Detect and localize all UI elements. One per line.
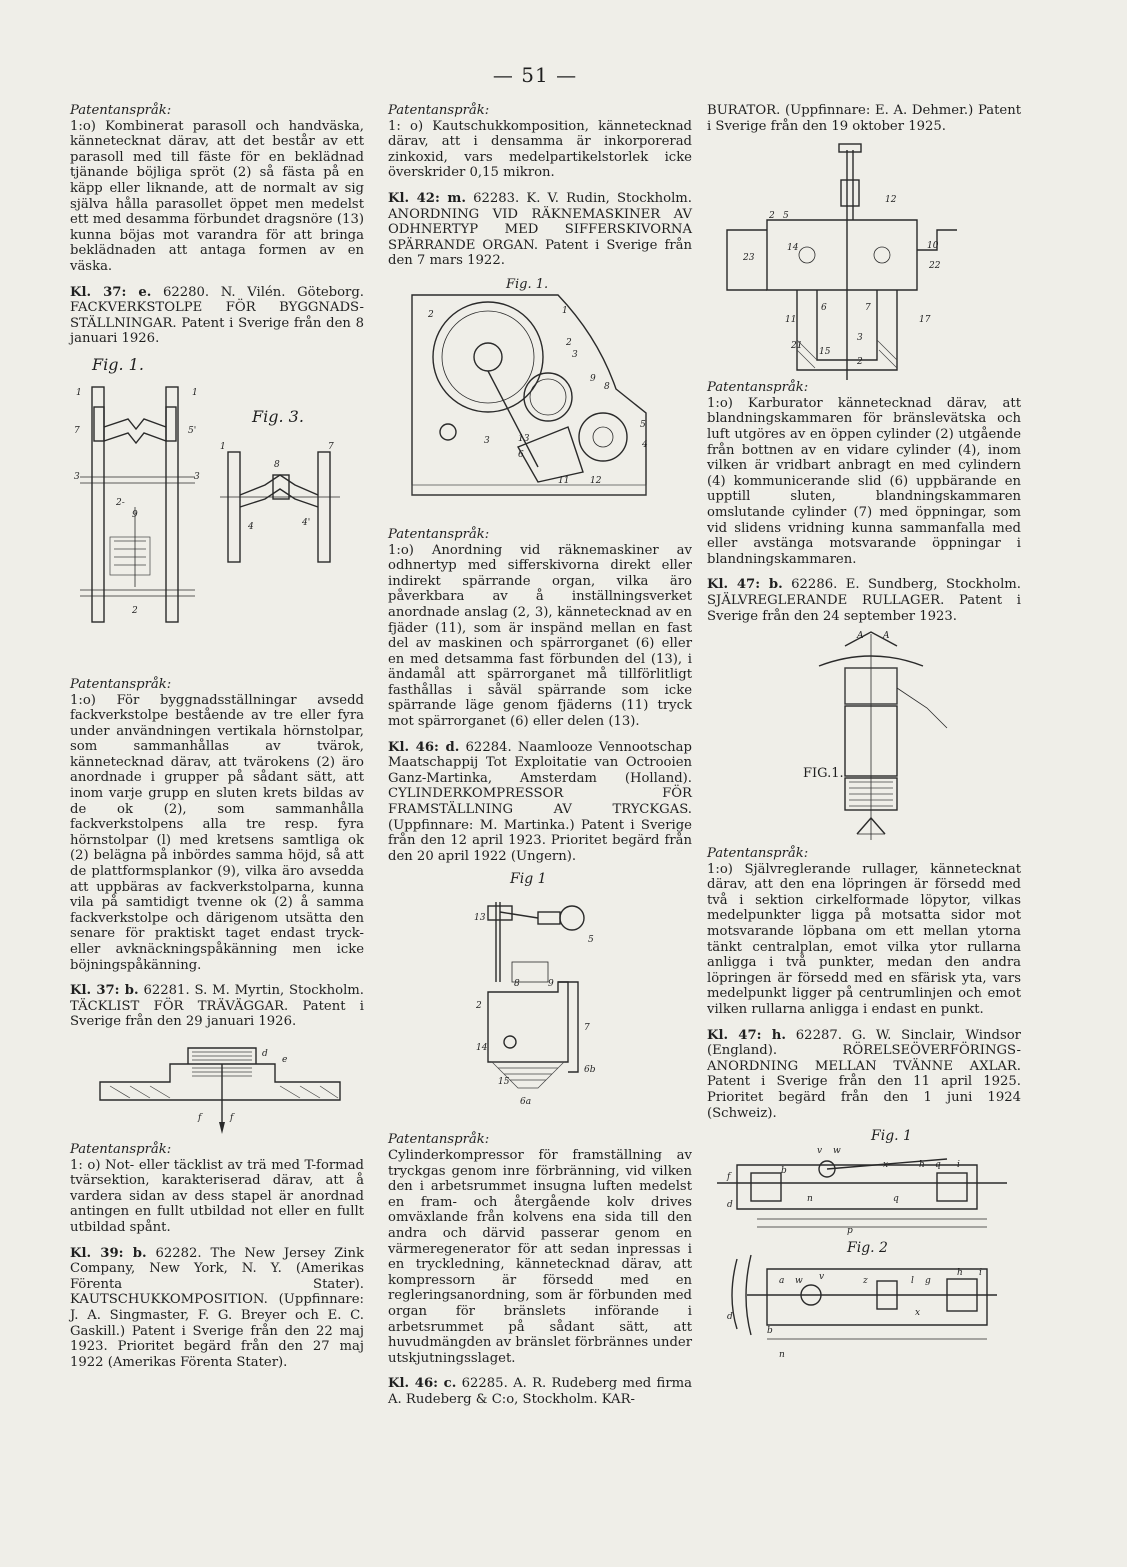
entry-heading-continued: BURATOR. (Uppfinnare: E. A. Dehmer.) Patent i Sverige från den 19 oktober 1925. xyxy=(707,103,1021,134)
svg-text:v: v xyxy=(819,1272,825,1283)
svg-text:21: 21 xyxy=(791,341,803,352)
claim-text: 1:o) För byggnadsställningar avsedd fackverkstolpe bestående av tre eller fyra under användningen vertikala hörnstolpar, som sammanhållas av tvärok, kännetecknad därav, att tvärokens (2) äro anordnade i grupper på sådant sätt, att inom varje grupp en sluten krets bildas av de ok (2), som sammanhålla fackverkstolpens alla tre resp. fyra hörnstolpar (l) med kretsens samtliga ok (2) belägna på inbördes samma höjd, så att de plattformsplankor (9), vilka äro avsedda att uppbäras av fackverkstolparna, kunna vila på samtidigt tvenne ok (2) å samma fackverkstolpe och därigenom utsätta den senare för praktiskt taget endast tryck- eller avknäckningspåkänning men icke böjningspåkänning. xyxy=(70,692,364,973)
claim-label: Patentanspråk: xyxy=(388,103,490,118)
svg-text:f: f xyxy=(727,1172,731,1183)
claim-label: Patentanspråk: xyxy=(707,380,809,396)
patent-entry-62281 xyxy=(70,983,364,1030)
svg-text:12: 12 xyxy=(590,475,602,486)
svg-text:2: 2 xyxy=(566,337,572,348)
svg-text:i: i xyxy=(957,1160,960,1171)
svg-text:d: d xyxy=(727,1312,733,1323)
left-column xyxy=(70,103,364,1370)
svg-text:8: 8 xyxy=(604,381,610,392)
figure-tacklist xyxy=(70,1042,364,1142)
entry-heading: 62282. The New Jersey Zink Company, New York, N. Y. (Amerikas Förenta Stater). KAUTSCHUKKOMPOSITION. (Uppfinnare: J. A. Singmaster, F. G. Breyer och E. C. Gaskill.) Patent i Sverige från den 22 maj 1923. Prioritet begärd från den 27 maj 1922 (Amerikas Förenta Stater). xyxy=(70,1245,364,1370)
svg-text:w: w xyxy=(795,1276,803,1287)
svg-text:2: 2 xyxy=(428,309,434,320)
svg-text:9: 9 xyxy=(548,979,554,990)
figure-cylinderkompressor xyxy=(388,872,692,1132)
svg-text:2: 2 xyxy=(476,1001,482,1012)
svg-text:7: 7 xyxy=(865,303,871,314)
svg-text:2-: 2- xyxy=(116,497,125,508)
svg-text:f: f xyxy=(198,1112,202,1123)
svg-text:i: i xyxy=(979,1268,982,1279)
figure-karburator xyxy=(707,140,1021,380)
svg-text:15: 15 xyxy=(819,347,831,358)
svg-text:q: q xyxy=(935,1160,941,1171)
svg-text:w: w xyxy=(833,1146,841,1157)
patent-entry-62283 xyxy=(388,191,692,269)
svg-text:5: 5 xyxy=(640,419,646,430)
claim-text: 1:o) Karburator kännetecknad därav, att blandningskammaren för bränslevätska och luft utgöres av en öppen cylinder (2) utgående från bottnen av en vidare cylinder (4), inom vilken är vridbart anbragt en med cylindern (4) kommunicerande slid (6) uppbärande en upptill sluten, blandningskammaren omslutande cylinder (7) med öppningar, som vid slidens vridning kunna sammanfalla med eller avstänga motsvarande öppningar i blandningskammaren. xyxy=(707,395,1021,567)
svg-text:3: 3 xyxy=(484,435,490,446)
svg-text:v: v xyxy=(817,1146,823,1157)
svg-text:3: 3 xyxy=(857,333,863,344)
class-code: Kl. 47: h. xyxy=(707,1027,786,1043)
svg-text:5: 5 xyxy=(588,935,594,946)
class-code: Kl. 39: b. xyxy=(70,1245,147,1261)
svg-text:12: 12 xyxy=(885,195,897,206)
svg-text:h: h xyxy=(919,1160,925,1171)
figure-label: Fig. 2 xyxy=(847,1240,888,1257)
svg-text:f: f xyxy=(230,1112,234,1123)
svg-text:3: 3 xyxy=(74,471,80,482)
svg-text:7: 7 xyxy=(74,425,80,436)
figure-rakneapparat xyxy=(388,277,692,527)
svg-text:3: 3 xyxy=(572,349,578,360)
figure-label: FIG.1. xyxy=(803,766,844,782)
svg-text:a: a xyxy=(779,1276,785,1287)
svg-text:14: 14 xyxy=(476,1043,488,1054)
svg-text:22: 22 xyxy=(929,261,941,272)
claim-text: Cylinderkompressor för framställning av tryckgas genom inre förbränning, vid vilken den i arbetsrummet insugna luften medelst en fram- och återgående kolv drives omväxlande från kolvens ena sida till den andra och därvid passerar genom en värmeregenerator för att sedan inpressas i en tryckledning, kännetecknad därav, att kompressorn är försedd med en regleringsanordning, som är förbunden med organ för bränslets införande i arbetsrummet på sådant sätt, att huvudmängden av bränslet förbrännes under utskjutningsslaget. xyxy=(388,1148,692,1366)
svg-text:l: l xyxy=(911,1276,914,1287)
claim-label: Patentanspråk: xyxy=(388,526,490,542)
svg-text:8: 8 xyxy=(514,979,520,990)
class-code: Kl. 46: c. xyxy=(388,1376,457,1392)
svg-text:7: 7 xyxy=(328,441,334,452)
svg-text:A: A xyxy=(857,631,864,642)
svg-text:9: 9 xyxy=(132,509,138,520)
carburetor-drawing xyxy=(707,140,1021,380)
svg-text:n: n xyxy=(779,1350,785,1360)
svg-text:q: q xyxy=(893,1194,899,1205)
svg-text:6: 6 xyxy=(821,303,827,314)
svg-text:15: 15 xyxy=(498,1077,510,1088)
svg-text:10: 10 xyxy=(927,241,939,252)
svg-text:13: 13 xyxy=(518,433,530,444)
svg-text:11: 11 xyxy=(785,315,797,326)
svg-text:23: 23 xyxy=(743,253,755,264)
svg-text:e: e xyxy=(282,1054,288,1065)
page-number: — 51 — xyxy=(492,63,578,87)
svg-text:d: d xyxy=(262,1048,268,1059)
claim-text: 1: o) Not- eller täcklist av trä med T-formad tvärsektion, karakteriserad därav, att å vardera sidan av dess stapel är anordnad antingen en fullt utbildad not eller en fullt utbildad spånt. xyxy=(70,1157,364,1235)
svg-text:d: d xyxy=(727,1200,733,1211)
figure-label: Fig. 1. xyxy=(506,276,549,292)
claim-label: Patentanspråk: xyxy=(70,676,172,692)
svg-text:7: 7 xyxy=(584,1023,590,1034)
svg-text:6: 6 xyxy=(518,449,524,460)
svg-text:b: b xyxy=(781,1166,787,1177)
figure-label: Fig. 3. xyxy=(252,406,304,426)
svg-text:1: 1 xyxy=(562,305,568,316)
svg-text:5': 5' xyxy=(188,425,197,436)
svg-text:1: 1 xyxy=(76,387,82,398)
claim-label: Patentanspråk: xyxy=(388,1132,490,1148)
patent-entry-62286 xyxy=(707,577,1021,624)
svg-text:1: 1 xyxy=(192,387,198,398)
calculator-mechanism-drawing xyxy=(388,277,692,527)
figure-label: Fig 1 xyxy=(510,871,547,888)
svg-text:2: 2 xyxy=(857,357,863,368)
svg-text:9: 9 xyxy=(590,373,596,384)
class-code: Kl. 42: m. xyxy=(388,190,466,206)
svg-text:4: 4 xyxy=(248,521,254,532)
scaffold-post-drawing xyxy=(70,354,364,677)
figure-rorelseoverforing xyxy=(707,1129,1021,1359)
svg-text:A: A xyxy=(883,631,890,642)
svg-text:2: 2 xyxy=(769,211,775,222)
svg-text:11: 11 xyxy=(558,475,570,486)
roller-bearing-drawing xyxy=(707,628,1021,846)
svg-text:13: 13 xyxy=(474,913,486,924)
claim-label: Patentanspråk: xyxy=(70,1141,172,1157)
patent-entry-62280 xyxy=(70,285,364,347)
figure-fackverkstolpe xyxy=(70,354,364,677)
figure-rullager xyxy=(707,628,1021,846)
svg-text:1: 1 xyxy=(220,441,226,452)
patent-entry-62282 xyxy=(70,1246,364,1371)
svg-text:6b: 6b xyxy=(584,1065,596,1076)
claim-label: Patentanspråk: xyxy=(707,846,809,862)
svg-text:4: 4 xyxy=(642,439,648,450)
claim-text: 1:o) Anordning vid räknemaskiner av odhnertyp med sifferskivorna direkt eller indirekt spärrande organ, vilka äro påverkbara av å inställningsverket anordnade anslag (2, 3), kännetecknad av en fjäder (11), som är inspänd mellan en fast del av maskinen och spärrorganet (6) eller en med detsamma fast förbunden del (13), i ändamål att spärrorganet må tillförlitligt fasthållas i såväl spärrande som icke spärrande läge genom fjäderns (11) tryck mot spärrorganet (6) eller delen (13). xyxy=(388,542,692,730)
svg-text:b: b xyxy=(767,1326,773,1337)
entry-heading: 62281. S. M. Myrtin, Stockholm. TÄCKLIST FÖR TRÄVÄGGAR. Patent i Sverige från den 29 januari 1926. xyxy=(70,983,364,1030)
entry-heading: 62284. Naamlooze Vennootschap Maatschappij Tot Exploitatie van Octrooien Ganz-Martinka, Amsterdam (Holland). CYLINDERKOMPRESSOR FÖR FRAMSTÄLLNING AV TRYCKGAS. (Uppfinnare: M. Martinka.) Patent i Sverige från den 12 april 1923. Prioritet begärd från den 20 april 1922 (Ungern). xyxy=(388,739,692,864)
class-code: Kl. 47: b. xyxy=(707,577,783,593)
svg-text:5: 5 xyxy=(783,211,789,222)
entry-heading: 62285. A. R. Rudeberg med firma A. Rudeberg & C:o, Stockholm. KAR- xyxy=(388,1376,692,1407)
claim-text: 1:o) Kombinerat parasoll och handväska, kännetecknat därav, att det består av ett parasoll med till fäste för en beklädnad tjänande böjliga spröt (2) så fästa på en käpp eller liknande, att de normalt av sig själva hålla parasollet öppet men medelst ett med desamma förbundet dragsnöre (13) kunna böjas mot varandra för att bringa beklädnaden att antaga formen av en väska. xyxy=(70,118,364,274)
middle-column xyxy=(388,103,692,1408)
svg-text:g: g xyxy=(925,1276,931,1287)
svg-text:p: p xyxy=(847,1226,853,1237)
class-code: Kl. 37: e. xyxy=(70,284,152,300)
svg-text:4': 4' xyxy=(302,517,311,528)
class-code: Kl. 46: d. xyxy=(388,739,460,755)
entry-heading: 62283. K. V. Rudin, Stockholm. ANORDNING VID RÄKNEMASKINER AV ODHNERTYP MED SIFFERSKIVORNA SPÄRRANDE ORGAN. Patent i Sverige från den 7 mars 1922. xyxy=(388,190,692,269)
entry-heading: 62286. E. Sundberg, Stockholm. SJÄLVREGLERANDE RULLAGER. Patent i Sverige från den 24 september 1923. xyxy=(707,577,1022,624)
svg-text:8: 8 xyxy=(274,459,280,470)
figure-label: Fig. 1 xyxy=(871,1128,912,1145)
entry-heading: 62280. N. Vilén. Göteborg. FACKVERKSTOLPE FÖR BYGGNADS-STÄLLNINGAR. Patent i Sverige från den 8 januari 1926. xyxy=(70,284,364,347)
claim-text: 1: o) Kautschukkomposition, kännetecknad därav, att i densamma är inkorporerad zinkoxid, vars medelpartikelstorlek icke överskrider 0,15 mikron. xyxy=(388,118,692,181)
claim-text: 1:o) Självreglerande rullager, kännetecknat därav, att den ena löpringen är försedd med två i sektion cirkelformade löpytor, vilkas medelpunkter ligga på motsatta sidor mot motsvarande löpbana om ett mellan ytorna tänkt centralplan, emot vilka ytor rullarna anligga i två punkter, medan den andra löpringen är försedd med en sfärisk yta, vars medelpunkt ligger på centrumlinjen och emot vilken rullarna anligga i endast en punkt. xyxy=(707,861,1021,1018)
patent-entry-62285 xyxy=(388,1376,692,1407)
svg-text:14: 14 xyxy=(787,243,799,254)
svg-text:2: 2 xyxy=(132,605,138,616)
svg-text:z: z xyxy=(863,1276,868,1287)
patent-entry-62284 xyxy=(388,740,692,865)
svg-text:x: x xyxy=(915,1308,921,1319)
cover-strip-drawing xyxy=(70,1042,364,1142)
claim-label: Patentanspråk: xyxy=(70,103,172,118)
entry-heading: 62287. G. W. Sinclair, Windsor (England). RÖRELSEÖVERFÖRINGS-ANORDNING MELLAN TVÄNNE AXLAR. Patent i Sverige från den 11 april 1925. Prioritet begärd från den 1 juni 1924 (Schweiz). xyxy=(707,1027,1021,1121)
patent-entry-62287 xyxy=(707,1028,1021,1122)
compressor-drawing xyxy=(388,872,692,1132)
svg-text:x: x xyxy=(883,1160,889,1171)
svg-text:n: n xyxy=(807,1194,813,1205)
svg-text:h: h xyxy=(957,1268,963,1279)
svg-text:6a: 6a xyxy=(520,1097,532,1108)
svg-text:17: 17 xyxy=(919,315,931,326)
class-code: Kl. 37: b. xyxy=(70,983,139,999)
figure-label: Fig. 1. xyxy=(92,354,144,374)
right-column xyxy=(707,103,1021,1359)
svg-text:3: 3 xyxy=(194,471,200,482)
